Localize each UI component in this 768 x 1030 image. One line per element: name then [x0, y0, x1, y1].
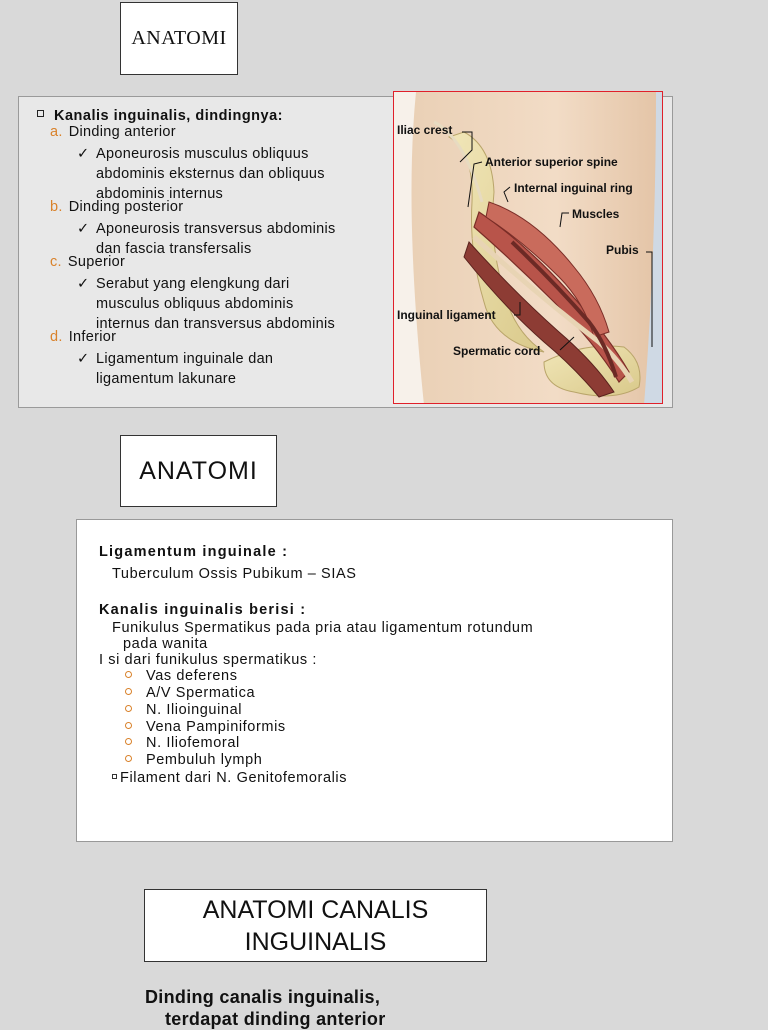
- circle-bullet-icon: [125, 671, 132, 678]
- canal-line-2: pada wanita: [123, 636, 208, 652]
- label-iliac-crest: Iliac crest: [397, 123, 453, 137]
- circle-bullet-icon: [125, 755, 132, 762]
- label-spermatic-cord: Spermatic cord: [453, 344, 541, 358]
- slide2-title-text: ANATOMI: [139, 456, 258, 485]
- checkmark-icon: ✓: [77, 221, 90, 237]
- list-item-posterior: b. Dinding posterior: [50, 199, 184, 215]
- sub-list-superior: ✓ Serabut yang elengkung dari musculus obliquus abdominis internus dan transversus abdominis: [77, 276, 336, 332]
- checkmark-icon: ✓: [77, 146, 90, 162]
- square-bullet-icon: [37, 110, 44, 117]
- list-item-inferior: d. Inferior: [50, 329, 117, 345]
- slide3-text-line-1: Dinding canalis inguinalis,: [145, 987, 381, 1007]
- checkmark-icon: ✓: [77, 276, 90, 292]
- list-item: N. Iliofemoral: [125, 735, 240, 751]
- label-anterior-superior-spine: Anterior superior spine: [485, 155, 618, 169]
- list-item: Vas deferens: [125, 668, 238, 684]
- ligament-heading: Ligamentum inguinale :: [99, 544, 289, 560]
- filament-line: Filament dari N. Genitofemoralis: [112, 770, 347, 786]
- slide2-content-panel: [76, 519, 673, 842]
- label-internal-inguinal-ring: Internal inguinal ring: [514, 181, 633, 195]
- slide1-heading: Kanalis inguinalis, dindingnya:: [37, 108, 283, 124]
- slide3-title: [144, 889, 487, 962]
- circle-bullet-icon: [125, 738, 132, 745]
- sub-list-anterior: ✓ Aponeurosis musculus obliquus abdominis eksternus dan obliquus abdominis internus: [77, 146, 325, 202]
- label-inguinal-ligament: Inguinal ligament: [397, 308, 496, 322]
- slide3-title-line-1: ANATOMI CANALIS: [202, 895, 429, 924]
- slide1-title-text: ANATOMI: [131, 27, 227, 49]
- checkmark-icon: ✓: [77, 351, 90, 367]
- slide2-title: [120, 435, 277, 507]
- label-pubis: Pubis: [606, 243, 639, 257]
- circle-bullet-icon: [125, 722, 132, 729]
- label-muscles: Muscles: [572, 207, 620, 221]
- circle-bullet-icon: [125, 705, 132, 712]
- list-item: N. Ilioinguinal: [125, 702, 242, 718]
- list-item-anterior: a. Dinding anterior: [50, 124, 176, 140]
- slide3-title-line-2: INGUINALIS: [244, 927, 387, 956]
- ligament-text: Tuberculum Ossis Pubikum – SIAS: [112, 566, 357, 582]
- slide3-body-text: [145, 986, 386, 1030]
- anatomy-illustration: [394, 92, 663, 404]
- circle-bullet-icon: [125, 688, 132, 695]
- list-item: A/V Spermatica: [125, 685, 255, 701]
- list-item: Pembuluh lymph: [125, 752, 262, 768]
- slide1-title: [120, 2, 238, 75]
- sub-list-inferior: ✓ Ligamentum inguinale dan ligamentum lakunare: [77, 351, 274, 387]
- list-item: Vena Pampiniformis: [125, 719, 286, 735]
- inguinal-anatomy-figure: [393, 91, 663, 404]
- square-bullet-icon: [112, 774, 117, 779]
- list-item-superior: c. Superior: [50, 254, 126, 270]
- canal-line-1: Funikulus Spermatikus pada pria atau ligamentum rotundum: [112, 620, 534, 636]
- canal-heading: Kanalis inguinalis berisi :: [99, 602, 307, 618]
- sub-list-posterior: ✓ Aponeurosis transversus abdominis dan fascia transfersalis: [77, 221, 336, 257]
- contents-heading: I si dari funikulus spermatikus :: [99, 652, 318, 668]
- slide3-text-line-2: terdapat dinding anterior: [165, 1009, 386, 1029]
